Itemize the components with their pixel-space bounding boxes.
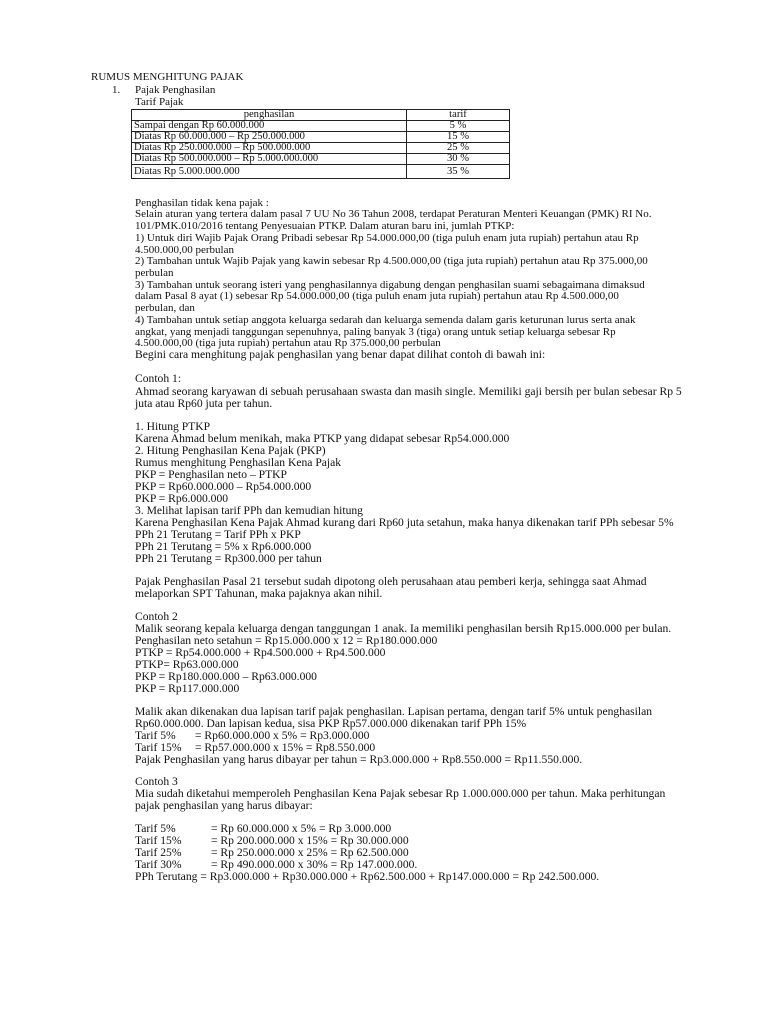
paragraph-line: Malik akan dikenakan dua lapisan tarif pajak penghasilan. Lapisan pertama, dengan tarif 5% untuk penghasilan <box>135 705 653 718</box>
paragraph-line: 3. Melihat lapisan tarif PPh dan kemudian hitung <box>135 504 363 517</box>
paragraph-line: juta atau Rp60 juta per tahun. <box>135 397 273 410</box>
paragraph-line: Mia sudah diketahui memperoleh Penghasilan Kena Pajak sebesar Rp 1.000.000.000 per tahun. Maka perhitungan <box>135 787 666 800</box>
table-cell: Diatas Rp 500.000.000 – Rp 5.000.000.000 <box>132 154 407 165</box>
paragraph-line: Selain aturan yang tertera dalam pasal 7 UU No 36 Tahun 2008, terdapat Peraturan Menteri Keuangan (PMK) RI No. <box>135 208 652 220</box>
total-label: PPh Terutang <box>135 870 198 883</box>
table-cell: Sampai dengan Rp 60.000.000 <box>132 121 407 132</box>
table-cell: 30 % <box>407 154 510 165</box>
table-cell: Diatas Rp 250.000.000 – Rp 500.000.000 <box>132 143 407 154</box>
formula-line: PKP = Rp60.000.000 – Rp54.000.000 <box>135 480 312 493</box>
formula-line: PKP = Penghasilan neto – PTKP <box>135 468 288 481</box>
formula-line: PPh 21 Terutang = 5% x Rp6.000.000 <box>135 540 312 553</box>
paragraph-line: Pajak Penghasilan Pasal 21 tersebut sudah dipotong oleh perusahaan atau pemberi kerja, sehingga saat Ahmad <box>135 575 647 588</box>
formula-line: PTKP = Rp54.000.000 + Rp4.500.000 + Rp4.500.000 <box>135 646 386 659</box>
paragraph-line: angkat, yang menjadi tanggungan sepenuhnya, paling banyak 3 (tiga) orang untuk setiap keluarga sebesar Rp <box>135 326 616 338</box>
example-heading: Contoh 1: <box>135 372 182 385</box>
paragraph-line: 1) Untuk diri Wajib Pajak Orang Pribadi sebesar Rp 54.000.000,00 (tiga puluh enam juta rupiah) pertahun atau Rp <box>135 232 639 244</box>
total-calc: = Rp3.000.000 + Rp30.000.000 + Rp62.500.000 + Rp147.000.000 = Rp 242.500.000. <box>197 870 600 883</box>
paragraph-line: Karena Penghasilan Kena Pajak Ahmad kurang dari Rp60 juta setahun, maka hanya dikenakan tarif PPh sebesar 5% <box>135 516 674 529</box>
tarif-label: Tarif 15% <box>135 741 182 754</box>
paragraph-line: Rp60.000.000. Dan lapisan kedua, sisa PKP Rp57.000.000 dikenakan tarif PPh 15% <box>135 717 527 730</box>
tarif-calc: = Rp 490.000.000 x 30% = Rp 147.000.000. <box>211 858 418 871</box>
table-row <box>132 165 510 179</box>
total-line <box>135 871 599 883</box>
tarif-label: Tarif 15% <box>135 834 182 847</box>
formula-line: Penghasilan neto setahun = Rp15.000.000 x 12 = Rp180.000.000 <box>135 634 438 647</box>
table-row <box>132 132 510 143</box>
table-cell: 15 % <box>407 132 510 143</box>
tarif-calc: = Rp 250.000.000 x 25% = Rp 62.500.000 <box>211 846 409 859</box>
table-cell: Diatas Rp 5.000.000.000 <box>132 165 407 179</box>
paragraph-line: Begini cara menghitung pajak penghasilan yang benar dapat dilihat contoh di bawah ini: <box>135 348 546 361</box>
table-row <box>132 143 510 154</box>
section-subtitle: Tarif Pajak <box>135 96 184 108</box>
table-header-cell: tarif <box>407 110 510 121</box>
example-heading: Contoh 3 <box>135 775 178 788</box>
table-cell: Diatas Rp 60.000.000 – Rp 250.000.000 <box>132 132 407 143</box>
section-title: Pajak Penghasilan <box>135 84 216 96</box>
paragraph-line: 4.500.000,00 perbulan <box>135 244 234 256</box>
table-header-row <box>132 110 510 121</box>
doc-title: RUMUS MENGHITUNG PAJAK <box>91 71 244 83</box>
formula-line: PKP = Rp180.000.000 – Rp63.000.000 <box>135 670 317 683</box>
paragraph-line: Karena Ahmad belum menikah, maka PTKP yang didapat sebesar Rp54.000.000 <box>135 432 510 445</box>
tarif-calc: = Rp 200.000.000 x 15% = Rp 30.000.000 <box>211 834 409 847</box>
tarif-calc: = Rp 60.000.000 x 5% = Rp 3.000.000 <box>211 822 392 835</box>
table-cell: 5 % <box>407 121 510 132</box>
ptkp-heading: Penghasilan tidak kena pajak : <box>135 197 269 209</box>
section-number: 1. <box>112 84 121 96</box>
formula-line: PTKP= Rp63.000.000 <box>135 658 239 671</box>
table-row <box>132 121 510 132</box>
paragraph-line: 3) Tambahan untuk seorang isteri yang penghasilannya digabung dengan penghasilan suami sebagaimana dimaksud <box>135 279 645 291</box>
table-cell: 25 % <box>407 143 510 154</box>
tarif-label: Tarif 5% <box>135 729 176 742</box>
paragraph-line: Rumus menghitung Penghasilan Kena Pajak <box>135 456 342 469</box>
paragraph-line: pajak penghasilan yang harus dibayar: <box>135 799 313 812</box>
total-line: Pajak Penghasilan yang harus dibayar per tahun = Rp3.000.000 + Rp8.550.000 = Rp11.550.000. <box>135 753 583 766</box>
paragraph-line: 4.500.000,00 (tiga juta rupiah) pertahun atau Rp 375.000,00 perbulan <box>135 337 441 349</box>
example-heading: Contoh 2 <box>135 610 178 623</box>
paragraph-line: melaporkan SPT Tahunan, maka pajaknya akan nihil. <box>135 587 383 600</box>
tarif-calc: = Rp57.000.000 x 15% = Rp8.550.000 <box>195 741 376 754</box>
formula-line: PPh 21 Terutang = Tarif PPh x PKP <box>135 528 301 541</box>
formula-line: PKP = Rp117.000.000 <box>135 682 240 695</box>
paragraph-line: 4) Tambahan untuk setiap anggota keluarga sedarah dan keluarga semenda dalam garis keturunan lurus serta anak <box>135 314 636 326</box>
paragraph-line: dalam Pasal 8 ayat (1) sebesar Rp 54.000.000,00 (tiga puluh enam juta rupiah) pertahun atau Rp 4.500.000,00 <box>135 290 619 302</box>
paragraph-line: perbulan <box>135 267 174 279</box>
paragraph-line: 2) Tambahan untuk Wajib Pajak yang kawin sebesar Rp 4.500.000,00 (tiga juta rupiah) pertahun atau Rp 375.000,00 <box>135 255 648 267</box>
table-header-cell: penghasilan <box>132 110 407 121</box>
tarif-label: Tarif 25% <box>135 846 182 859</box>
table-cell: 35 % <box>407 165 510 179</box>
paragraph-line: perbulan, dan <box>135 302 195 314</box>
tax-rate-table <box>131 109 510 179</box>
paragraph-line: 2. Hitung Penghasilan Kena Pajak (PKP) <box>135 444 326 457</box>
tarif-label: Tarif 30% <box>135 858 182 871</box>
paragraph-line: 1. Hitung PTKP <box>135 420 211 433</box>
paragraph-line: 101/PMK.010/2016 tentang Penyesuaian PTKP. Dalam aturan baru ini, jumlah PTKP: <box>135 220 515 232</box>
paragraph-line: Malik seorang kepala keluarga dengan tanggungan 1 anak. Ia memiliki penghasilan bersih Rp15.000.000 per bulan. <box>135 622 672 635</box>
table-row <box>132 154 510 165</box>
paragraph-line: Ahmad seorang karyawan di sebuah perusahaan swasta dan masih single. Memiliki gaji bersih per bulan sebesar Rp 5 <box>135 385 682 398</box>
formula-line: PKP = Rp6.000.000 <box>135 492 229 505</box>
tarif-calc: = Rp60.000.000 x 5% = Rp3.000.000 <box>195 729 370 742</box>
tarif-label: Tarif 5% <box>135 822 176 835</box>
formula-line: PPh 21 Terutang = Rp300.000 per tahun <box>135 552 322 565</box>
